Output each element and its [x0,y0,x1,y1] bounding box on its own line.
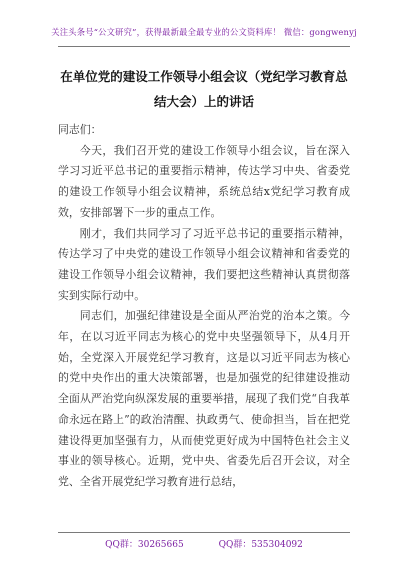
document-body [58,120,350,493]
footer-qq-group-1: QQ群：30265665 [105,540,184,550]
salutation: 同志们： [58,123,102,136]
header-divider [58,46,350,47]
footer [0,537,408,550]
paragraph-3: 同志们，加强纪律建设是全面从严治党的治本之策。今年，在以习近平同志为核心的党中央坚强领导下，从4月开始，全党深入开展党纪学习教育，这是以习近平同志为核心的党中央作出的重大决策部署，也是加强党的纪律建设推动全面从严治党向纵深发展的重要举措，展现了我们党“自我革命永远在路上”的政治清醒、执政勇气、使命担当，旨在把党建设得更加坚强有力，从而使党更好成为中国特色社会主义事业的领导核心。近期，党中央、省委先后召开会议，对全党、全省开展党纪学习教育进行总结， [58,309,350,488]
document-title: 在单位党的建设工作领导小组会议（党纪学习教育总结大会）上的讲话 [60,69,348,109]
footer-qq-group-2: QQ群：535304092 [218,540,303,550]
footer-divider [58,532,350,533]
paragraph-1: 今天，我们召开党的建设工作领导小组会议，旨在深入学习习近平总书记的重要指示精神，传达学习中央、省委党的建设工作领导小组会议精神，系统总结x党纪学习教育成效，安排部署下一步的重点工作。 [58,143,350,219]
header-banner: 关注头条号“公文研究”，获得最新最全最专业的公文资料库！ 微信：gongwenyj [51,27,357,37]
paragraph-2: 刚才，我们共同学习了习近平总书记的重要指示精神，传达学习了中央党的建设工作领导小组会议精神和省委党的建设工作领导小组会议精神，我们要把这些精神认真贯彻落实到实际行动中。 [58,226,350,302]
